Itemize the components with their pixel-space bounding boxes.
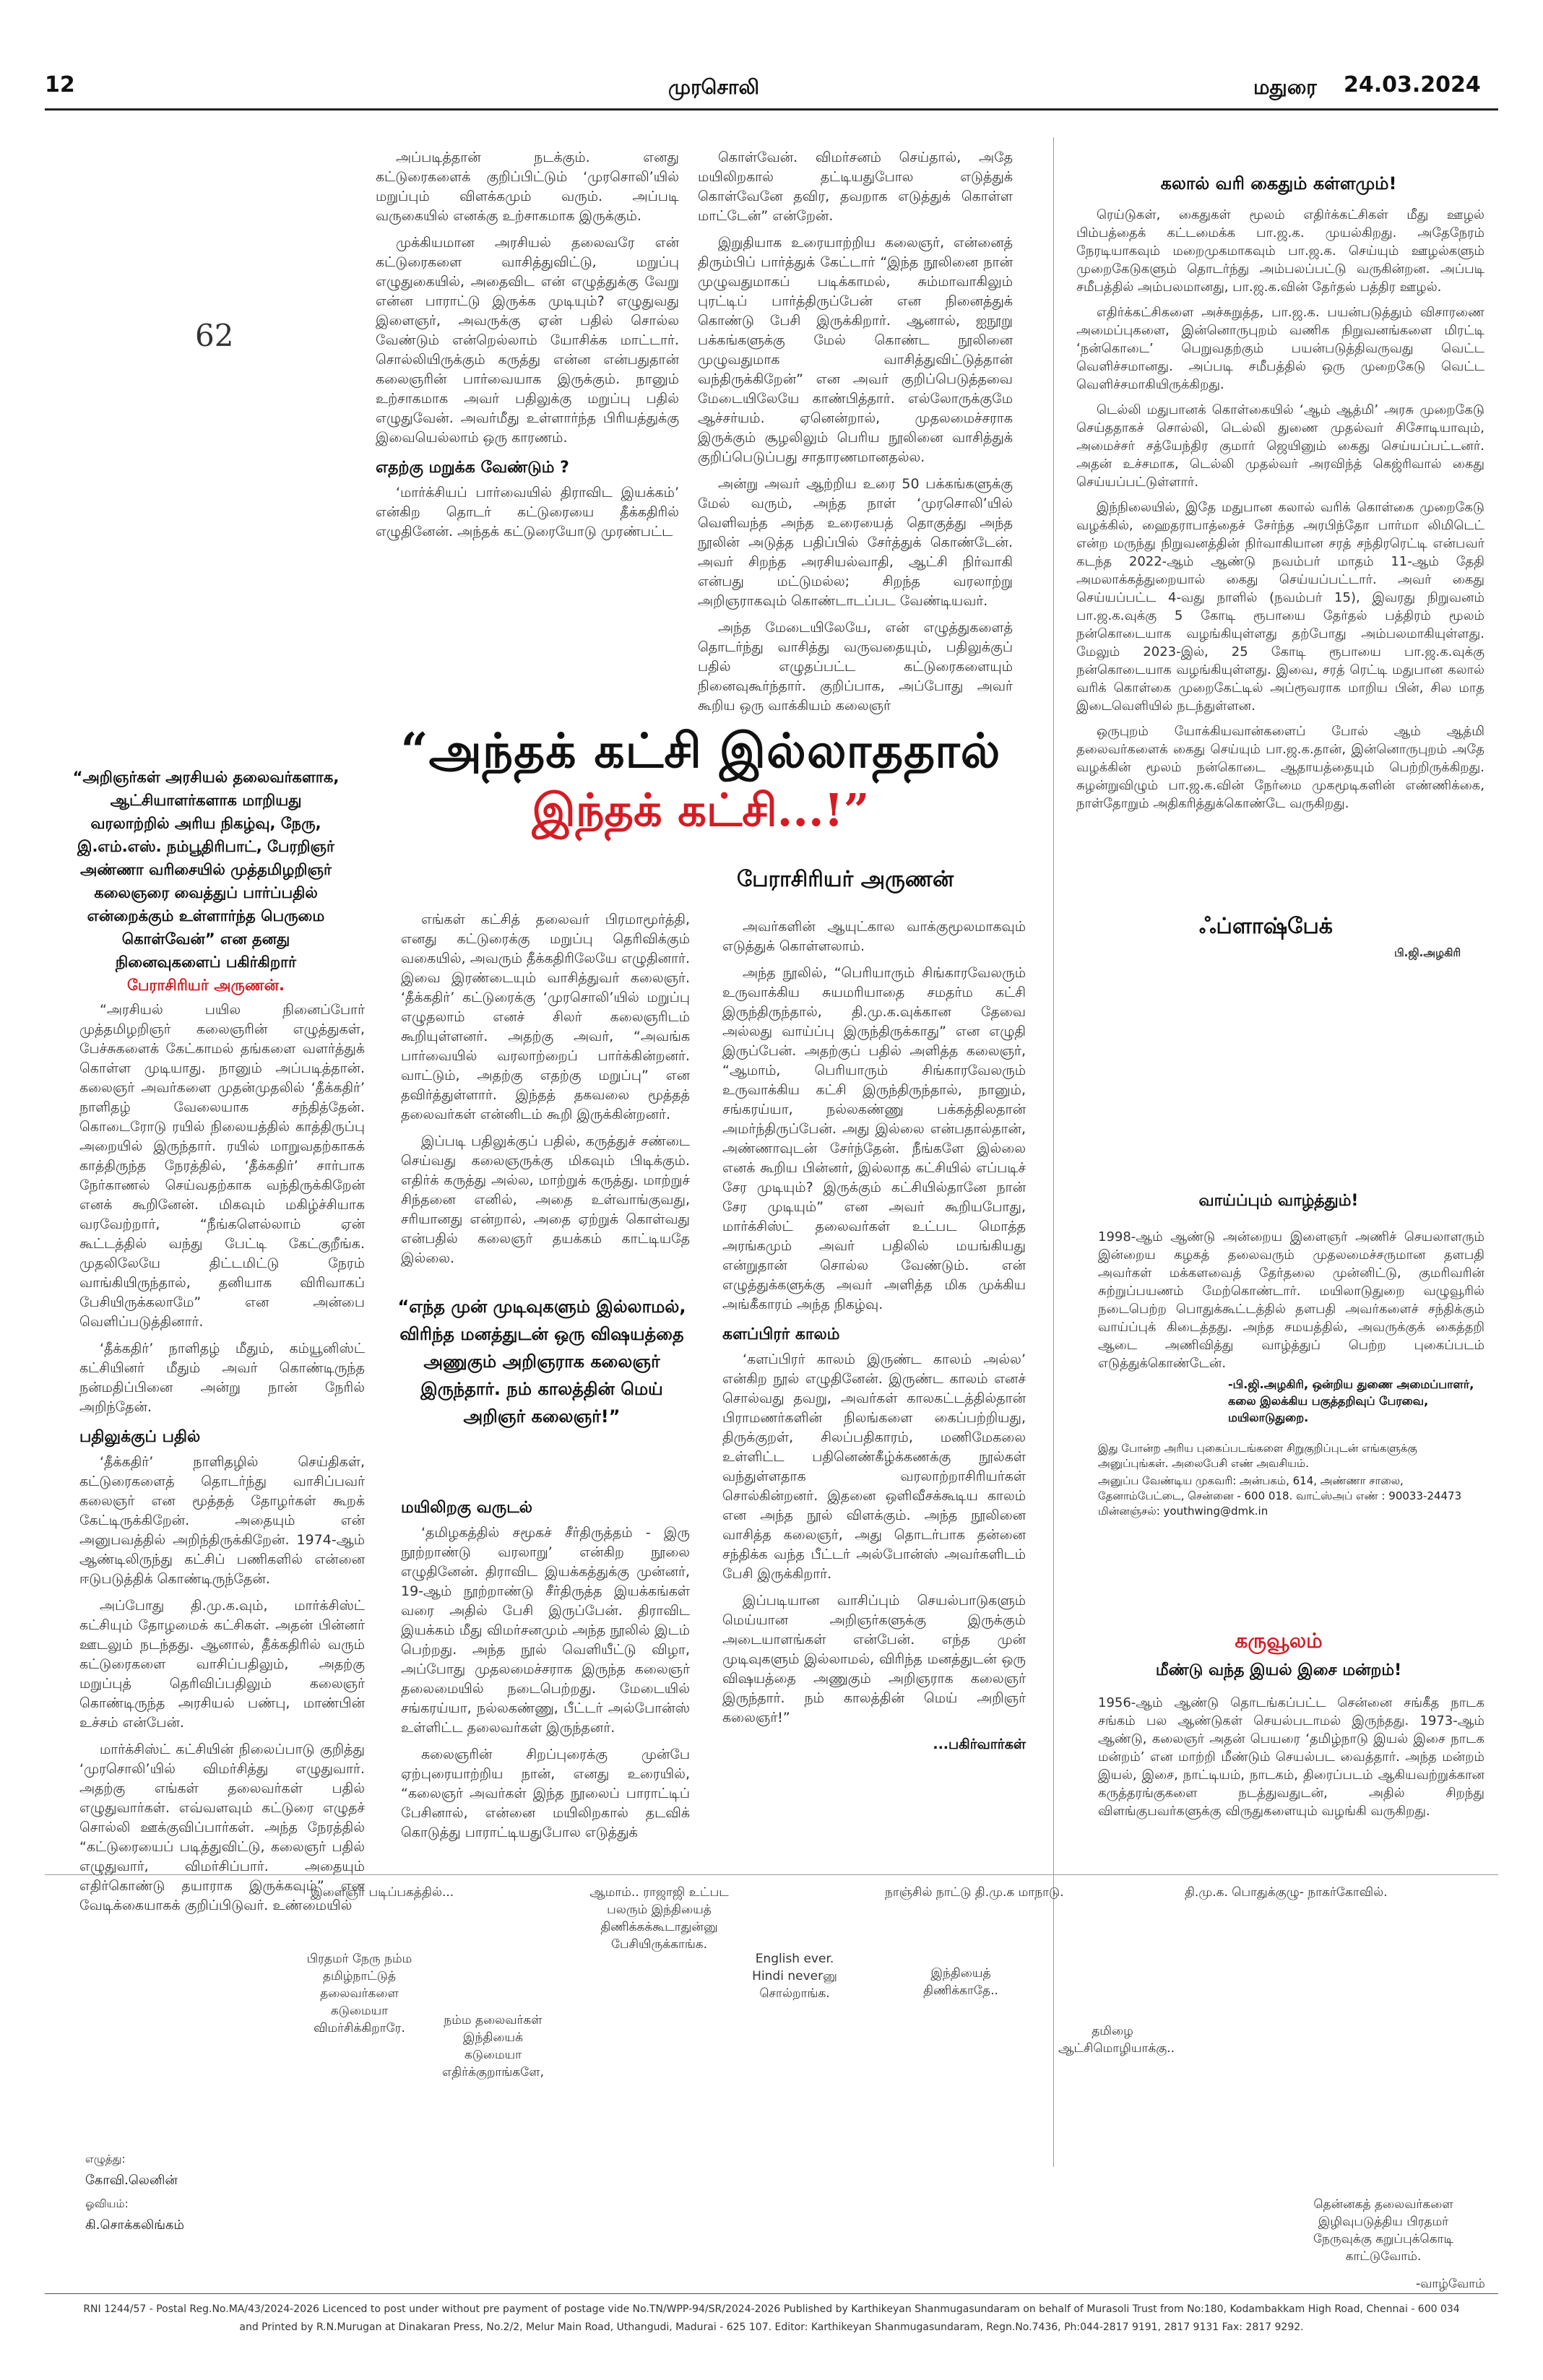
paragraph: ‘தீக்கதிர்’ நாளிதழில் செய்திகள், கட்டுரைகளைத் தொடர்ந்து வாசிப்பவர் கலைஞர் என மூத்தத் தோழர்கள் கூறக் கேட்டிருக்கிறேன். அதையும் என் அனுபவத்தில் அறிந்திருக்கிறேன். 1974-ஆம் ஆண்டிலிருந்து கட்சிப் பணிகளில் என்னை ஈடுபடுத்திக் கொண்டிருந்தேன்.	[79, 1454, 365, 1587]
signoff: ...பகிர்வார்கள்	[933, 1736, 1026, 1752]
cartoon-caption: ஆமாம்.. ராஜாஜி உட்பட பலரும் இந்தியைத் திணிக்கக்கூடாதுன்னு பேசியிருக்காங்க.	[589, 1885, 729, 1952]
subhead: மயிலிறகு வருடல்	[401, 1499, 532, 1517]
footer-imprint-line2: and Printed by R.N.Murugan at Dinakaran Press, No.2/2, Melur Main Road, Uthangudi, Madurai - 625 107. Editor: Karthikeyan Shanmugasundaram, Regn.No.7436, Ph:044-2817 9191, 2817 9131 Fax: 2817 9292.	[239, 2321, 1304, 2333]
paragraph: அந்த மேடையிலேயே, என் எழுத்துகளைத் தொடர்ந்து வாசித்து வருவதையும், பதிலுக்குப் பதில் எழுதப்பட்ட கட்டுரைகளையும் நினைவுகூர்ந்தார். குறிப்பாக, அப்போது அவர் கூறிய ஒரு வாக்கியம் கலைஞர்	[698, 620, 1013, 714]
paragraph: எங்கள் கட்சித் தலைவர் பிரமாமூர்த்தி, எனது கட்டுரைக்கு மறுப்பு தெரிவிக்கும் வகையில், அவரும் தீக்கதிரிலேயே எழுதினார். இவை இரண்டையும் வாசித்துவர் கலைஞர். ‘தீக்கதிர்’ கட்டுரைக்கு ‘முரசொலி’யில் மறுப்பு எழுதலாம் எனச் சிலர் கலைஞரிடம் கூறியுள்ளனர். அதற்கு அவர், “அவங்க பார்வையில் வரலாற்றைப் பார்க்கின்றனர். வாட்டும், அதற்கு எதற்கு மறுப்பு” என தவிர்த்துள்ளார். இந்தத் தகவலை மூத்தத் தலைவர்கள் என்னிடம் கூறி இருக்கின்றனர்.	[401, 912, 690, 1122]
article-column-left	[79, 1000, 365, 1923]
wishes-heading: வாய்ப்பும் வாழ்த்தும்!	[1198, 1192, 1359, 1210]
paragraph: இப்படி பதிலுக்குப் பதில், கருத்துச் சண்டை செய்வது கலைஞருக்கு மிகவும் பிடிக்கும். எதிர்க் கருத்து அல்ல, மாற்றுக் கருத்து. மாற்றுச் சிந்தனை எனில், அதை உள்வாங்குவது, சரியானது என்றால், அதை ஏற்றுக் கொள்வது என்பதில் கலைஞர் தயக்கம் காட்டியதே இல்லை.	[401, 1133, 690, 1266]
paragraph: டெல்லி மதுபானக் கொள்கையில் ‘ஆம் ஆத்மி’ அரசு முறைகேடு செய்ததாகச் சொல்லி, டெல்லி துணை முதல்வர் சிசோடியாவும், அமைச்சர் சத்யேந்திர குமார் ஜெயினும் கைது செய்யப்பட்டனர். அதன் உச்சமாக, டெல்லி முதல்வர் அரவிந்த் கெஜ்ரிவால் கைது செய்யப்பட்டுள்ளார்.	[1076, 402, 1484, 490]
intro-box	[72, 766, 340, 997]
karuvoolam-subheading: மீண்டு வந்த இயல் இசை மன்றம்!	[1155, 1661, 1402, 1679]
sidebar-heading: கலால் வரி கைதும் கள்ளமும்!	[1160, 173, 1397, 194]
edition: மதுரை	[1253, 75, 1317, 99]
article-column-a	[401, 910, 690, 1276]
subhead: களப்பிரர் காலம்	[722, 1325, 840, 1343]
cartoon-caption: இந்தியைத் திணிக்காதே..	[923, 1966, 998, 1998]
paragraph: இந்நிலையில், இதே மதுபான கலால் வரிக் கொள்கை முறைகேடு வழக்கில், ஹைதராபாத்தைச் சேர்ந்த அரபிந்தோ பார்மா லிமிடெட் என்ற மருந்து நிறுவனத்தின் நிர்வாகியான சரத் சந்திரரெட்டி என்பவர் கடந்த 2022-ஆம் ஆண்டு நவம்பர் மாதம் 11-ஆம் தேதி அமலாக்கத்துறையால் கைது செய்யப்பட்டார். அவர் கைது செய்யப்பட்ட 4-வது நாளில் (நவம்பர் 15), இவரது நிறுவனம் பா.ஜ.க.வுக்கு 5 கோடி ரூபாயை தேர்தல் பத்திரம் மூலம் நன்கொடையாக வழங்கியுள்ளது தற்போது அம்பலமாகியுள்ளது. மேலும் 2023-இல், 25 கோடி ரூபாயை பா.ஜ.க.வுக்கு நன்கொடையாக வழங்கியுள்ளது. இவை, சரத் ரெட்டி மதுபான கலால் வரிக் கொள்கை முறைகேட்டில் அப்ரூவராக மாறிய பின், சில மாத இடைவெளியில் நடந்துள்ளன.	[1076, 500, 1484, 714]
karuvoolam-text: 1956-ஆம் ஆண்டு தொடங்கப்பட்ட சென்னை சங்கீத நாடக சங்கம் பல ஆண்டுகள் செயல்படாமல் இருந்தது. 1973-ஆம் ஆண்டு, கலைஞர் அதன் பெயரை ‘தமிழ்நாடு இயல் இசை நாடக மன்றம்’ என மாற்றி மீண்டும் செயல்பட வைத்தார். அந்த மன்றம் இயல், இசை, நாட்டியம், நாடகம், திரைப்படம் ஆகியவற்றுக்கான கருத்தரங்குகளை நடத்துவதுடன், அதில் சிறந்து விளங்குபவர்களுக்கு விருதுகளையும் வழங்கி வருகிறது.	[1098, 1695, 1484, 1819]
cartoon-writer-name: கோவி.லெனின்	[85, 2173, 178, 2188]
paragraph: ‘தீக்கதிர்’ நாளிதழ் மீதும், கம்யூனிஸ்ட் கட்சியினர் மீதும் அவர் கொண்டிருந்த நன்மதிப்பினை அன்று நான் நேரில் அறிந்தேன்.	[79, 1341, 365, 1415]
paragraph: எதிர்க்கட்சிகளை அச்சுறுத்த, பா.ஜ.க. பயன்படுத்தும் விசாரணை அமைப்புகளை, இன்னொருபுறம் வணிக நிறுவனங்களை மிரட்டி ‘நன்கொடை’ பெறுவதற்கும் பயன்படுத்திவருவது வெட்ட வெளிச்சமானது. அப்படி சமீபத்தில் ஒரு முறைகேடு வெட்ட வெளிச்சமாகியிருக்கிறது.	[1076, 305, 1484, 392]
cartoon-caption: நாஞ்சில் நாட்டு தி.மு.க மாநாடு.	[885, 1885, 1064, 1900]
author-byline: பேராசிரியர் அருணன்	[737, 867, 954, 892]
article-column-b	[401, 1488, 690, 1850]
paragraph: ‘மார்க்சியப் பார்வையில் திராவிட இயக்கம்’ என்கிற தொடர் கட்டுரையை தீக்கதிரில் எழுதினேன். அந்தக் கட்டுரையோடு முரண்பட்ட	[376, 485, 679, 540]
cartoon-caption: -வாழ்வோம்	[1416, 2277, 1485, 2291]
article-column-mid1	[376, 148, 679, 549]
paragraph: முக்கியமான அரசியல் தலைவரே என் கட்டுரைகளை வாசித்துவிட்டு, மறுப்பு எழுதுகையில், அதைவிட என் எழுத்துக்கு வேறு என்ன பாராட்டு இருக்க முடியும்? எழுதுவது இளைஞர், அவருக்கு ஏன் பதில் சொல்ல வேண்டும் என்றெல்லாம் யோசிக்க மாட்டார். சொல்லியிருக்கும் கருத்து என்ன என்பதுதான் கலைஞரின் பார்வையாக இருக்கும். நானும் உற்சாகமாக அவர் பதிலுக்கு மறுப்பு பதில் எழுதுவேன். அவர்மீது உள்ளார்ந்த பிரியத்துக்கு இவையெல்லாம் ஒரு காரணம்.	[376, 235, 679, 446]
sidebar-divider	[1053, 137, 1054, 2167]
subhead: எதற்கு மறுக்க வேண்டும் ?	[376, 459, 569, 477]
paper-name: முரசொலி	[668, 75, 759, 99]
footer-imprint-line1: RNI 1244/57 - Postal Reg.No.MA/43/2024-2026 Licenced to post under without pre payment of postage vide No.TN/WPP-94/SR/2024-2026 Published by Karthikeyan Shanmugasundaram on behalf of Murasoli Trust from No:180, Kodambakkam High Road, Chennai - 600 034	[83, 2303, 1460, 2315]
karuvoolam-heading: கருவூலம்	[1235, 1629, 1323, 1653]
cartoon-artist-name: கி.சொக்கலிங்கம்	[85, 2217, 184, 2233]
cartoon-caption: English ever. Hindi neverனு சொல்றாங்க.	[752, 1952, 837, 2001]
flashback-heading: ஃப்ளாஷ்பேக்	[1199, 914, 1333, 939]
cartoon-caption: பிரதமர் நேரு நம்ம தமிழ்நாட்டுத் தலைவர்களை கடுமையா விமர்சிக்கிறாரே.	[306, 1952, 412, 2035]
cartoon-caption: நம்ம தலைவர்கள் இந்தியைக் கடுமையா எதிர்க்குறாங்களே,	[442, 2013, 544, 2080]
cartoon-top-rule	[45, 1874, 1498, 1875]
cartoon-caption: தென்னகத் தலைவர்களை இழிவுபடுத்திய பிரதமர் நேருவுக்கு கறுப்புக்கொடி காட்டுவோம்.	[1313, 2197, 1454, 2264]
paragraph: இப்படியான வாசிப்பும் செயல்பாடுகளும் மெய்யான அறிஞர்களுக்கு இருக்கும் அடையாளங்கள் என்பேன். எந்த முன் முடிவுகளும் இல்லாமல், விரிந்த மனத்துடன் ஒரு விஷயத்தை அணுகும் அறிஞராக கலைஞர் இருந்தார். நம் காலத்தின் மெய் அறிஞர் கலைஞர்!”	[722, 1593, 1026, 1726]
paragraph: ‘களப்பிரர் காலம் இருண்ட காலம் அல்ல’ என்கிற நூல் எழுதினேன். இருண்ட காலம் எனச் சொல்வது தவறு, அவர்கள் காலகட்டத்தில்தான் பிராமணர்களின் நிலங்களை கைப்பற்றியது, திருக்குறள், சிலப்பதிகாரம், மணிமேகலை உள்ளிட்ட பதினெண்கீழ்க்கணக்கு நூல்கள் வந்துள்ளதாக வரலாற்றாசிரியர்கள் சொல்கின்றனர். இதனை ஒளிவீசக்கூடிய காலம் என அந்த நூல் விளக்கும். அந்த நூலினை வாசித்த கலைஞர், அது தொடர்பாக தன்னை சந்திக்க வந்த பீட்டர் அல்போன்ஸ் அவர்களிடம் பேசி இருக்கிறார்.	[722, 1351, 1026, 1582]
paragraph: ஒருபுறம் யோக்கியவான்களைப் போல் ஆம் ஆத்மி தலைவர்களைக் கைது செய்யும் பா.ஜ.க.தான், இன்னொருபுறம் அதே வழக்கின் மூலம் நன்கொடை ஆதாயத்தையும் பெற்றிருக்கிறது. சுழன்றுவிழும் பா.ஜ.க.வின் நேர்மை முகமூடிகளின் எண்ணிக்கை, நாள்தோறும் அதிகரித்துக்கொண்டே வருகிறது.	[1076, 724, 1484, 811]
side-number: 62	[195, 318, 234, 353]
paragraph: ‘தமிழகத்தில் சமூகச் சீர்திருத்தம் - இரு நூற்றாண்டு வரலாறு’ என்கிற நூலை எழுதினேன். திராவிட இயக்கத்துக்கு முன்னர், 19-ஆம் நூற்றாண்டு சீர்திருத்த இயக்கங்கள் வரை அதில் பேசி இருப்பேன். திராவிட இயக்கம் மீது விமர்சனமும் அந்த நூலில் இடம் பெற்றது. அந்த நூல் வெளியீட்டு விழா, அப்போது முதலமைச்சராக இருந்த கலைஞர் தலைமையில் நடைபெற்றது. மேடையில் சங்கரய்யா, நல்லகண்ணு, பீட்டர் அல்போன்ஸ் உள்ளிட்ட தலைவர்கள் இருந்தனர்.	[401, 1525, 690, 1736]
headline-line2: இந்தக் கட்சி...!”	[532, 784, 870, 836]
paragraph: அப்படித்தான் நடக்கும். எனது கட்டுரைகளைக் குறிப்பிட்டும் ‘முரசொலி’யில் மறுப்பும் விளக்கமும் வரும். அப்படி வருகையில் எனக்கு உற்சாகமாக இருக்கும்.	[376, 150, 679, 224]
paragraph: கொள்வேன். விமர்சனம் செய்தால், அதே மயிலிறகால் தட்டியதுபோல எடுத்துக் கொள்வேனே தவிர, தவறாக எடுத்துக் கொள்ள மாட்டேன்” என்றேன்.	[698, 150, 1013, 224]
paragraph: கலைஞரின் சிறப்புரைக்கு முன்பே ஏற்புரையாற்றிய நான், எனது உரையில், “கலைஞர் அவர்கள் இந்த நூலைப் பாராட்டிப் பேசினால், என்னை மயிலிறகால் தடவிக் கொடுத்து பாராட்டியதுபோல எடுத்துக்	[401, 1747, 690, 1840]
flashback-credit: பி.ஜி.அழகிரி	[1394, 946, 1461, 959]
subhead: பதிலுக்குப் பதில்	[79, 1428, 201, 1446]
pull-quote: “எந்த முன் முடிவுகளும் இல்லாமல், விரிந்த மனத்துடன் ஒரு விஷயத்தை அணுகும் அறிஞராக கலைஞர் இருந்தார். நம் காலத்தின் மெய் அறிஞர் கலைஞர்!”	[397, 1297, 686, 1427]
cartoon-caption: இளைஞர் படிப்பகத்தில்...	[311, 1885, 454, 1900]
paragraph: மார்க்சிஸ்ட் கட்சியின் நிலைப்பாடு குறித்து ‘முரசொலி’யில் விமர்சித்து எழுதுவார். அதற்கு எங்கள் தலைவர்கள் பதில் எழுதுவார்கள். எவ்வளவும் கட்டுரை எழுதச் சொல்லி ஊக்குவிப்பார்கள். அந்த நேரத்தில் “கட்டுரையைப் படித்துவிட்டு, கலைஞர் பதில் எழுதுவார், விமர்சிப்பார். அதையும் எதிர்கொண்டு தயாராக இருக்கவும்” என வேடிக்கையாகக் குறிப்பிடுவர். உண்மையில்	[79, 1741, 365, 1913]
cartoon-caption: தமிழை ஆட்சிமொழியாக்கு..	[1058, 2024, 1175, 2056]
footer-rule	[45, 2293, 1498, 2294]
article-column-mid2	[698, 148, 1013, 723]
paragraph: அந்த நூலில், “பெரியாரும் சிங்காரவேலரும் உருவாக்கிய சுயமரியாதை சமதர்ம கட்சி இருந்திருந்தால், தி.மு.க.வுக்கான தேவை அல்லது வாய்ப்பு இருந்திருக்காது” என எழுதி இருப்பேன். அதற்குப் பதில் அளித்த கலைஞர், “ஆமாம், பெரியாரும் சிங்காரவேலரும் உருவாக்கிய கட்சி இருந்திருந்தால், நானும், சங்கரய்யா, நல்லகண்ணு பக்கத்திலதான் அமர்ந்திருப்பேன். அது இல்லை என்பதால்தான், அண்ணாவுடன் சேர்ந்தேன். நீங்களே இல்லை எனக் கூறிய பின்னர், இல்லாத கட்சியில் எப்படிச் சேர முடியும்? இருக்கும் கட்சியில்தானே நான் சேர முடியும்” என அவர் கூறியபோது, மார்க்சிஸ்ட் தலைவர்கள் உட்பட மொத்த அரங்கமும் அவர் பதிலில் மயங்கியது என்றுதான் சொல்ல வேண்டும். என் எழுத்துக்களுக்கு அவர் அளித்த மிக முக்கிய அங்கீகாரம் அந்த நிகழ்வு.	[722, 965, 1026, 1312]
masthead-rule	[45, 108, 1498, 111]
article-column-c	[722, 917, 1026, 1754]
paragraph: அவர்களின் ஆயுட்கால வாக்குமூலமாகவும் எடுத்துக் கொள்ளலாம்.	[722, 919, 1026, 954]
paragraph: அன்று அவர் ஆற்றிய உரை 50 பக்கங்களுக்கு மேல் வரும், அந்த நாள் ‘முரசொலி’யில் வெளிவந்த அந்த உரையைத் தொகுத்து அந்த நூலின் அடுத்த பதிப்பில் சேர்த்துக் கொண்டேன். அவர் சிறந்த அரசியல்வாதி, ஆட்சி நிர்வாகி என்பது மட்டுமல்ல; சிறந்த வரலாற்று அறிஞராகவும் கொண்டாடப்பட வேண்டியவர்.	[698, 476, 1013, 609]
intro-text: “அறிஞர்கள் அரசியல் தலைவர்களாக, ஆட்சியாளர்களாக மாறியது வரலாற்றில் அரிய நிகழ்வு, நேரு, இ.எம்.எஸ். நம்பூதிரிபாட், பேரறிஞர் அண்ணா வரிசையில் முத்தமிழறிஞர் கலைஞரை வைத்துப் பார்ப்பதில் என்றைக்கும் உள்ளார்ந்த பெருமை கொள்வேன்” என தனது நினைவுகளைப் பகிர்கிறார்	[72, 769, 340, 971]
paragraph: ரெய்டுகள், கைதுகள் மூலம் எதிர்க்கட்சிகள் மீது ஊழல் பிம்பத்தைக் கட்டமைக்க பா.ஜ.க. முயல்கிறது. அதேநேரம் நேரடியாகவும் மறைமுகமாகவும் பா.ஜ.க. செய்யும் ஊழல்களும் முறைகேடுகளும் தொடர்ந்து அம்பலப்பட்டு வருகின்றன. அப்படி சமீபத்தில் அம்பலமானது, பா.ஜ.க.வின் தேர்தல் பத்திர ஊழல்.	[1076, 207, 1484, 295]
wishes-text: 1998-ஆம் ஆண்டு அன்றைய இளைஞர் அணிச் செயலாளரும் இன்றைய கழகத் தலைவரும் முதலமைச்சருமான தளபதி அவர்கள் மக்களவைத் தேர்தலை முன்னிட்டு, குமரிவரின் சுற்றுப்பயணம் மேற்கொண்டார். மயிலாடுதுறை வழுவூரில் நடைபெற்ற பொதுக்கூட்டத்தில் தளபதி அவர்களைச் சந்திக்கும் வாய்ப்புக் கிடைத்தது. அந்த சமயத்தில், அவருக்குக் கைத்தறி ஆடை அணிவித்து வாழ்த்துப் பெற்ற புகைப்படம் எடுத்துக்கொண்டேன்.	[1098, 1229, 1484, 1371]
paragraph: அப்போது தி.மு.க.வும், மார்க்சிஸ்ட் கட்சியும் தோழமைக் கட்சிகள். அதன் பின்னர் ஊடலும் நடந்தது. ஆனால், தீக்கதிரில் வரும் கட்டுரைகளை வாசிப்பதிலும், அதற்கு மறுப்புத் தெரிவிப்பதிலும் கலைஞர் கொண்டிருந்த அரசியல் பண்பு, மாண்பின் உச்சம் என்பேன்.	[79, 1598, 365, 1731]
issue-date: 24.03.2024	[1344, 72, 1481, 98]
intro-byline: பேராசிரியர் அருணன்.	[126, 977, 285, 994]
sidebar-article	[1076, 206, 1484, 820]
cartoon-artist-label: ஓவியம்:	[85, 2197, 129, 2210]
wishes-address: அனுப்ப வேண்டிய முகவரி: அன்பகம், 614, அண்ணா சாலை, தேனாம்பேட்டை, சென்னை - 600 018. வாட்ஸ்அப் எண் : 90033-24473 மின்னஞ்சல்: youthwing@dmk.in	[1098, 1474, 1462, 1518]
wishes-notice: இது போன்ற அரிய புகைப்படங்களை சிறுகுறிப்புடன் எங்களுக்கு அனுப்புங்கள். அலைபேசி எண் அவசியம்.	[1098, 1442, 1417, 1470]
wishes-signature: -பி.ஜி.அழகிரி, ஒன்றிய துணை அமைப்பாளர், கலை இலக்கிய பகுத்தறிவுப் பேரவை, மயிலாடுதுறை.	[1228, 1377, 1474, 1424]
cartoon-caption: தி.மு.க. பொதுக்குழு- நாகர்கோவில்.	[1185, 1885, 1388, 1900]
headline-line1: “அந்தக் கட்சி இல்லாததால்	[400, 722, 1001, 779]
paragraph: “அரசியல் பயில நினைப்போர் முத்தமிழறிஞர் கலைஞரின் எழுத்துகள், பேச்சுகளைக் கேட்காமல் தங்களை வளர்த்துக் கொள்ள முடியாது. நானும் அப்படித்தான். கலைஞர் அவர்களை முதன்முதலில் ‘தீக்கதிர்’ நாளிதழ் வேலையாக சந்தித்தேன். கொடைரோடு ரயில் நிலையத்தில் காத்திருப்பு அறையில் இருந்தார். ரயில் மாறுவதற்காகக் காத்திருந்த நேரத்தில், ‘தீக்கதிர்’ சார்பாக நேர்காணல் செய்வதற்காக வந்திருக்கிறேன் எனக் கூறினேன். மிகவும் மகிழ்ச்சியாக வரவேற்றார், “நீங்களெல்லாம் ஏன் கூட்டத்தில் வந்து பேட்டி கேட்குறீங்க. முதலிலேயே திட்டமிட்டு நேரம் வாங்கியிருந்தால், தனியாக விரிவாகப் பேசியிருக்கலாமே” என அன்பை வெளிப்படுத்தினார்.	[79, 1002, 365, 1330]
paragraph: இறுதியாக உரையாற்றிய கலைஞர், என்னைத் திரும்பிப் பார்த்துக் கேட்டார் “இந்த நூலினை நான் முழுவதுமாகப் படிக்காமல், சும்மாவாகிலும் புரட்டிப் பார்த்திருப்பேன் என நினைத்துக் கொண்டு பேசி இருக்கிறார். ஆனால், ஐநூறு பக்கங்களுக்கு மேல் கொண்ட நூலினை முழுவதுமாக வாசித்துவிட்டுத்தான் வந்திருக்கிறேன்” என அவர் குறிப்பெடுத்தவை மேடையிலேயே காண்பித்தார். எல்லோருக்குமே ஆச்சர்யம். ஏனென்றால், முதலமைச்சராக இருக்கும் சூழலிலும் பெரிய நூலினை வாசித்துக் குறிப்பெடுப்பது சாதாரணமானதல்ல.	[698, 235, 1013, 465]
page-number: 12	[45, 72, 75, 98]
cartoon-writer-label: எழுத்து:	[85, 2152, 126, 2165]
